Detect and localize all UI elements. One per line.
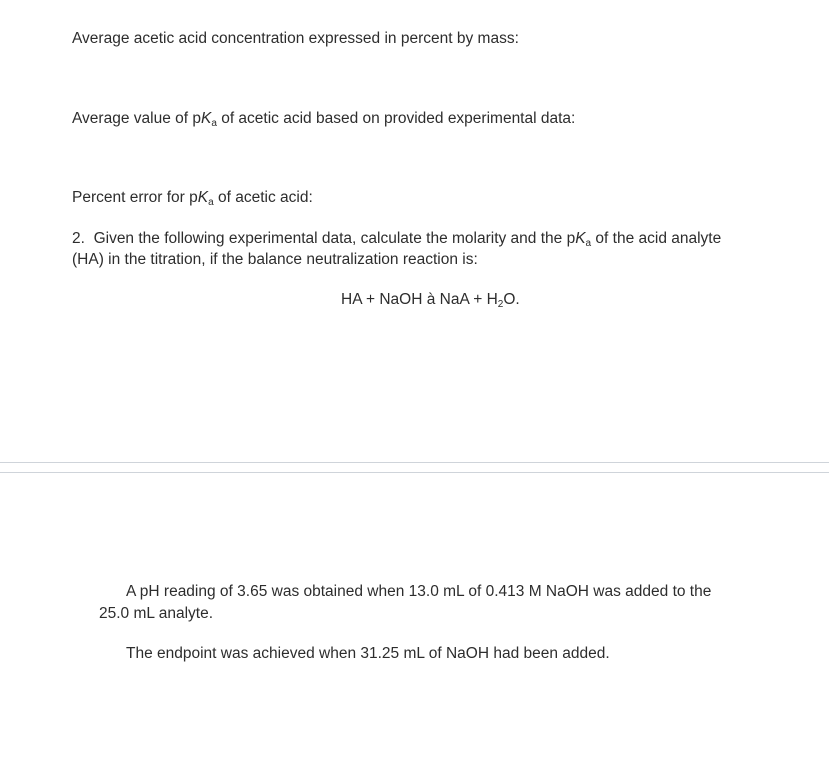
concentration-prompt xyxy=(72,29,519,49)
pka-average-sub: a xyxy=(211,118,217,129)
pka-average-prompt xyxy=(72,109,575,129)
question-2-sub: a xyxy=(585,238,592,249)
ph-reading-text1: A pH reading of 3.65 was obtained when 13.0 mL of 0.413 M NaOH was added to the xyxy=(126,583,712,600)
reaction-suffix: O. xyxy=(503,291,520,308)
pka-average-prefix: Average value of p xyxy=(72,110,201,127)
question-2-line1 xyxy=(72,229,721,249)
endpoint-statement xyxy=(126,644,610,664)
question-2-text-b: of the acid analyte xyxy=(591,230,722,247)
concentration-prompt-text: Average acetic acid concentration expressed in percent by mass: xyxy=(72,30,519,47)
pka-error-suffix: of acetic acid: xyxy=(213,189,313,206)
pka-error-prompt xyxy=(72,188,313,208)
ph-reading-text2: 25.0 mL analyte. xyxy=(99,605,214,622)
pka-error-prefix: Percent error for p xyxy=(72,189,198,206)
ph-reading-line1 xyxy=(126,582,711,602)
endpoint-text: The endpoint was achieved when 31.25 mL of NaOH had been added. xyxy=(126,645,610,662)
section-divider-top xyxy=(0,462,829,463)
question-2-line2 xyxy=(72,250,478,270)
question-number: 2. xyxy=(72,230,85,247)
section-divider-bottom xyxy=(0,472,829,473)
question-2-text-a: Given the following experimental data, calculate the molarity and the p xyxy=(93,230,576,247)
reaction-sub: 2 xyxy=(497,299,504,310)
pka-error-sub: a xyxy=(208,197,214,208)
question-2-text-c: (HA) in the titration, if the balance neutralization reaction is: xyxy=(72,251,478,268)
reaction-equation xyxy=(341,290,520,310)
reaction-prefix: HA + NaOH à NaA + H xyxy=(341,291,498,308)
pka-average-k: K xyxy=(200,110,212,127)
pka-error-k: K xyxy=(197,189,209,206)
pka-average-suffix: of acetic acid based on provided experimental data: xyxy=(216,110,576,127)
ph-reading-line2 xyxy=(99,604,213,624)
question-2-k: K xyxy=(575,230,586,247)
